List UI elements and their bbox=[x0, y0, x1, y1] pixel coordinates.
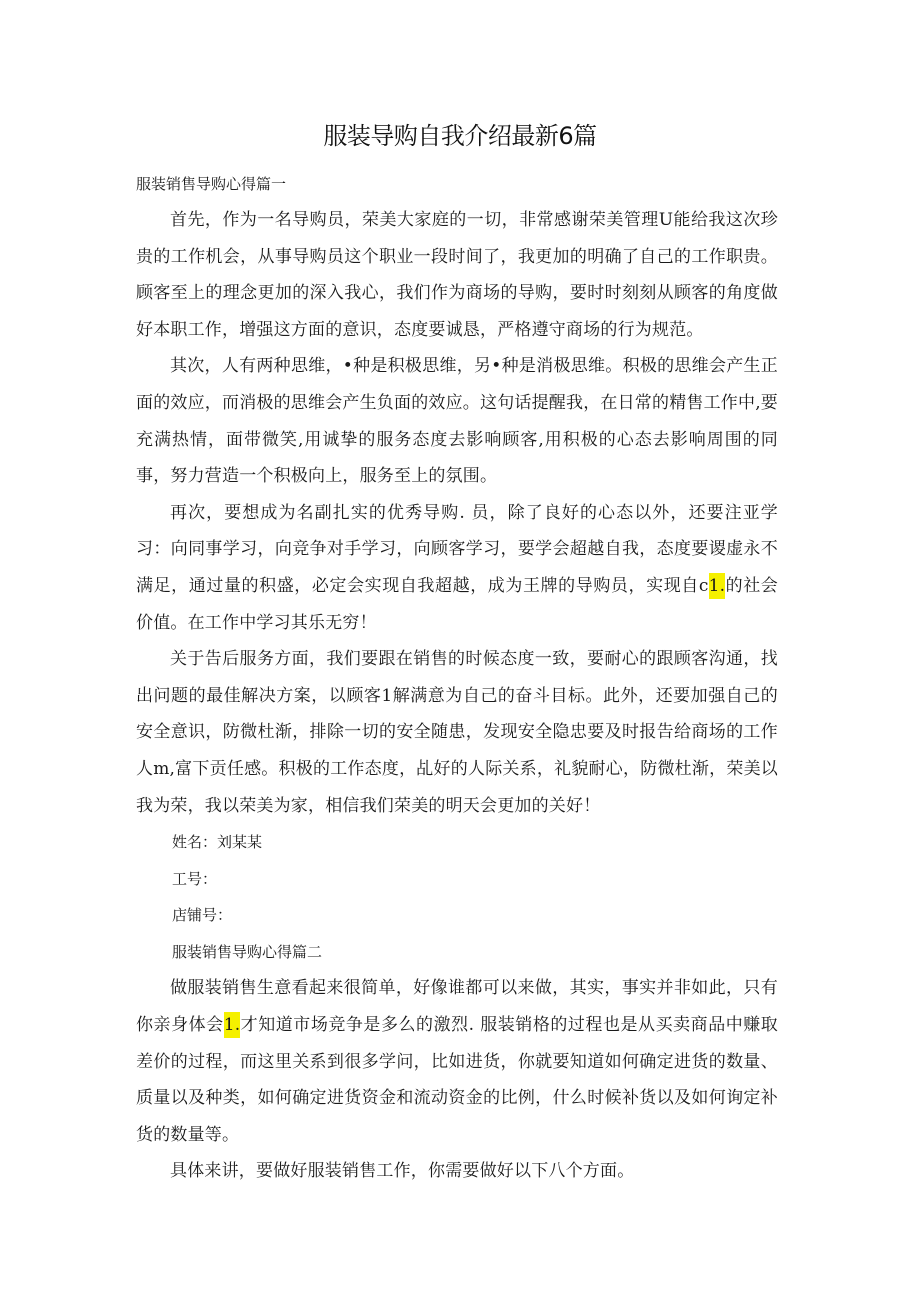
shop-number-field: 店铺号： bbox=[172, 906, 233, 925]
highlight-mark: 1. bbox=[224, 1012, 241, 1038]
name-field: 姓名：刘某某 bbox=[172, 833, 263, 852]
document-body bbox=[136, 166, 778, 1190]
job-number-field: 工号： bbox=[172, 869, 218, 888]
section-heading: 服装销售导购心得篇一 bbox=[136, 175, 287, 193]
paragraph-text: 的社会价值。在工作中学习其乐无穷！ bbox=[136, 575, 778, 633]
paragraph: 其次，人有两种思维，•种是积极思维，另•种是消极思维。积极的思维会产生正面的效应，而消极的思维会产生负面的效应。这句话提醒我，在日常的精售工作中,要充满热情，面带微笑,用诚挚的服务态度去影响顾客,用积极的心态去影响周围的同事，努力营造一个积极向上，服务至上的氛围。 bbox=[136, 356, 779, 487]
paragraph bbox=[136, 970, 778, 1153]
paragraph-text: 做服装销售生意看起来很简单，好像谁都可以来做，其实，事实并非如此，只有你亲身体会 bbox=[136, 978, 778, 1036]
paragraph: 具体来讲，要做好服装销售工作，你需要做好以下八个方面。 bbox=[170, 1161, 635, 1182]
paragraph: 关于告后服务方面，我们要跟在销售的时候态度一致，要耐心的跟顾客沟通，找出问题的最佳解决方案，以顾客1解满意为自己的奋斗目标。此外，还要加强自己的安全意识，防微杜渐，排除一切的安全随患，发现安全隐忠要及时报告给商场的工作人m,富下贡任感。积极的工作态度，乩好的人际关系，礼貌耐心，防微杜渐，荣美以我为荣，我以荣美为家，相信我们荣美的明天会更加的关好！ bbox=[136, 649, 778, 816]
highlight-mark: 1. bbox=[709, 573, 726, 599]
paragraph: 首先，作为一名导购员，荣美大家庭的一切，非常感谢荣美管理U能给我这次珍贵的工作机会，从事导购员这个职业一段时间了，我更加的明确了自己的工作职贵。顾客至上的理念更加的深入我心，我们作为商场的导购，要时时刻刻从顾客的角度做好本职工作，增强这方面的意识，态度要诚恳，严格遵守商场的行为规范。 bbox=[136, 210, 778, 340]
paragraph bbox=[136, 495, 778, 641]
document-title: 服装导购自我介绍最新6篇 bbox=[323, 122, 597, 150]
paragraph-text: 再次，要想成为名副扎实的优秀导购. 员，除了良好的心态以外，还要注亚学习：向同事学习，向竞争对手学习，向顾客学习，要学会超越自我，态度要谡虚永不满足，通过量的积盛，必定会实现自我超越，成为王牌的导购员，实现自c bbox=[136, 502, 778, 596]
section-heading: 服装销售导购心得篇二 bbox=[172, 942, 323, 961]
paragraph-text: 才知道市场竞争是多么的激烈. 服装销格的过程也是从买卖商品中赚取差价的过程，而这里关系到很多学问，比如进货，你就要知道如何确定进货的数量、质量以及种类，如何确定进货资金和流动资金的比例，什么时候补货以及如何询定补货的数量等。 bbox=[136, 1015, 779, 1145]
